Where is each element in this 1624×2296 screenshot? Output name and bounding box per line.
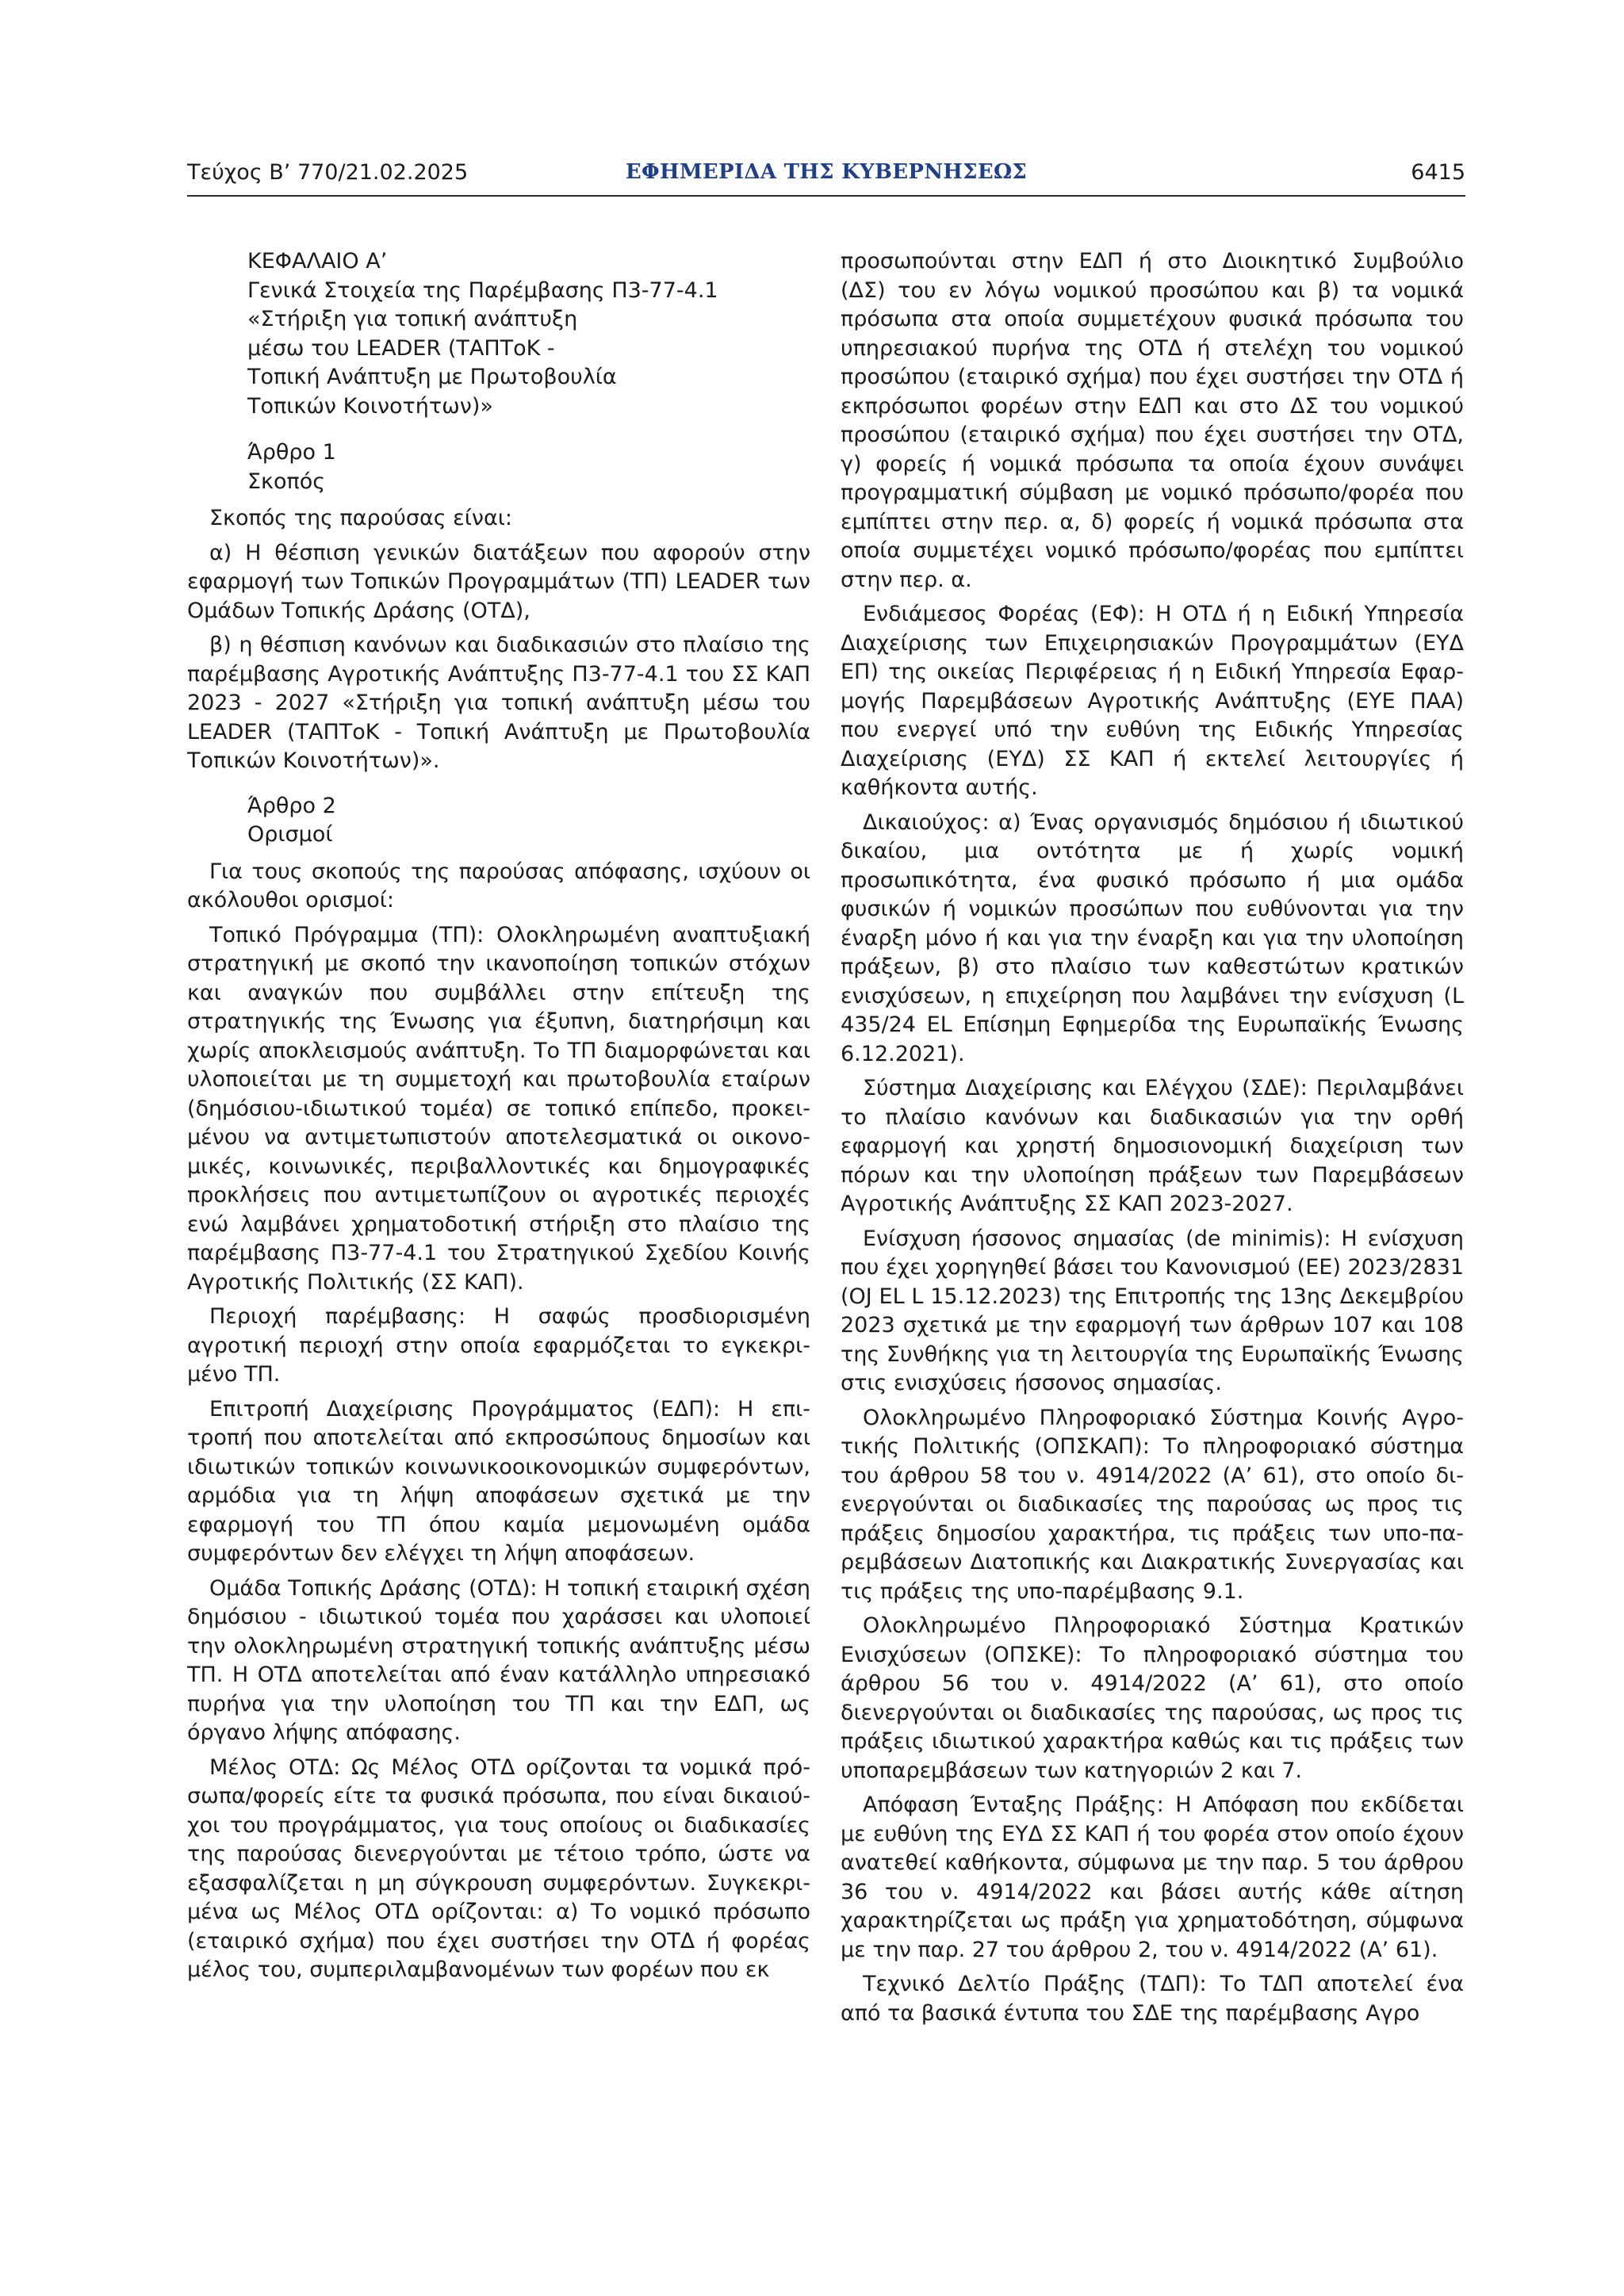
paragraph: Ομάδα Τοπικής Δράσης (ΟΤΔ): Η τοπική εταιρική σχέση δημόσιου - ιδιωτικού τομέα που χαράσσει και υλοποιεί την ολοκληρωμένη στρατηγική τοπικής ανάπτυξης μέσω ΤΠ. Η ΟΤΔ αποτελείται από έναν κατάλληλο υπηρεσιακό πυρήνα για την υλοποίηση του ΤΠ και την ΕΔΠ, ως όργανο λήψης απόφασης. — [187, 1575, 810, 1745]
chapter-line: Τοπική Ανάπτυξη με Πρωτοβουλία — [247, 365, 617, 389]
paragraph: προσωπούνται στην ΕΔΠ ή στο Διοικητικό Συμβούλιο (ΔΣ) του εν λόγω νομικού προσώπου και β) τα νομικά πρόσωπα στα οποία συμμετέχουν φυσικά πρόσωπα του υπηρεσιακού πυρήνα της ΟΤΔ ή στελέχη του νομικού προσώπου (εταιρικό σχήμα) που έχει συστήσει την ΟΤΔ ή εκπρόσωποι φορέων στην ΕΔΠ και στο ΔΣ του νομικού προσώπου (εταιρικό σχήμα) που έχει συστήσει την ΟΤΔ, γ) φορείς ή νομικά πρόσωπα τα οποία έχουν συνάψει προγραμματική σύμβαση με νομικό πρόσωπο/φορέα που εμπίπτει στην περ. α, δ) φορείς ή νομικά πρόσωπα στα οποία συμμετέχει νομικό πρόσωπο/φορέας που εμπίπτει στην περ. α. — [841, 249, 1464, 592]
left-column — [187, 247, 810, 1991]
header-rule — [187, 195, 1465, 197]
running-header — [187, 157, 1465, 193]
chapter-line: Γενικά Στοιχεία της Παρέμβασης Π3-77-4.1 — [247, 277, 718, 303]
paragraph: Ολοκληρωμένο Πληροφοριακό Σύστημα Κοινής Αγροτικής Πολιτικής (ΟΠΣΚΑΠ): Το πληροφοριακό σύστημα του άρθρου 58 του ν. 4914/2022 (Α’ 61), στο οποίο διενεργούνται οι διαδικασίες της παρούσας ως προς τις πράξεις δημοσίου χαρακτήρα, τις πράξεις των υπο-παρεμβάσεων Διατοπικής και Διακρατικής Συνεργασίας και τις πράξεις της υπο-παρέμβασης 9.1. — [841, 1405, 1464, 1604]
paragraph: Τεχνικό Δελτίο Πράξης (ΤΔΠ): Το ΤΔΠ αποτελεί ένα από τα βασικά έντυπα του ΣΔΕ της παρέμβασης Αγρο — [841, 1972, 1464, 2026]
paragraph: Τοπικό Πρόγραμμα (ΤΠ): Ολοκληρωμένη αναπτυξιακή στρατηγική με σκοπό την ικανοποίηση τοπικών στόχων και αναγκών που συμβάλλει στην επίτευξη της στρατηγικής της Ένωσης για έξυπνη, διατηρήσιμη και χωρίς αποκλεισμούς ανάπτυξη. Το ΤΠ διαμορφώνεται και υλοποιείται με τη συμμετοχή και πρωτοβουλία εταίρων (δημόσιου-ιδιωτικού τομέα) σε τοπικό επίπεδο, προκειμένου να αντιμετωπιστούν αποτελεσματικά οι οικονομικές, κοινωνικές, περιβαλλοντικές και δημογραφικές προκλήσεις που αντιμετωπίζουν οι αγροτικές περιοχές ενώ λαμβάνει χρηματοδοτική στήριξη στο πλαίσιο της παρέμβασης Π3-77-4.1 του Στρατηγικού Σχεδίου Κοινής Αγροτικής Πολιτικής (ΣΣ ΚΑΠ). — [187, 922, 810, 1295]
chapter-line: Τοπικών Κοινοτήτων)» — [247, 393, 493, 419]
article-title: Σκοπός — [247, 469, 326, 494]
paragraph: Σκοπός της παρούσας είναι: — [209, 506, 513, 530]
chapter-line: «Στήριξη για τοπική ανάπτυξη — [247, 307, 578, 331]
paragraph: α) Η θέσπιση γενικών διατάξεων που αφορούν στην εφαρμογή των Τοπικών Προγραμμάτων (ΤΠ) LEADER των Ομάδων Τοπικής Δράσης (ΟΤΔ), — [187, 540, 810, 623]
article-title: Ορισμοί — [247, 822, 333, 847]
paragraph: Σύστημα Διαχείρισης και Ελέγχου (ΣΔΕ): Περιλαμβάνει το πλαίσιο κανόνων και διαδικασιών για την ορθή εφαρμογή και χρηστή δημοσιονομική διαχείριση των πόρων και την υλοποίηση πράξεων των Παρεμβάσεων Αγροτικής Ανάπτυξης ΣΣ ΚΑΠ 2023-2027. — [841, 1076, 1464, 1216]
paragraph: Ολοκληρωμένο Πληροφοριακό Σύστημα Κρατικών Ενισχύσεων (ΟΠΣΚΕ): Το πληροφοριακό σύστημα του άρθρου 56 του ν. 4914/2022 (Α’ 61), στο οποίο διενεργούνται οι διαδικασίες της παρούσας, ως προς τις πράξεις ιδιωτικού χαρακτήρα καθώς και τις πράξεις των υποπαρεμβάσεων των κατηγοριών 2 και 7. — [841, 1613, 1464, 1783]
article-number: Άρθρο 2 — [247, 793, 336, 818]
paragraph: Επιτροπή Διαχείρισης Προγράμματος (ΕΔΠ): Η επιτροπή που αποτελείται από εκπροσώπους δημοσίων και ιδιωτικών τοπικών κοινωνικοοικονομικών συμφερόντων, αρμόδια για τη λήψη αποφάσεων σχετικά με την εφαρμογή του ΤΠ όπου καμία μεμονωμένη ομάδα συμφερόντων δεν ελέγχει τη λήψη αποφάσεων. — [187, 1396, 810, 1566]
paragraph: Δικαιούχος: α) Ένας οργανισμός δημόσιου ή ιδιωτικού δικαίου, μια οντότητα με ή χωρίς νομική προσωπικότητα, ένα φυσικό πρόσωπο ή μια ομάδα φυσικών ή νομικών προσώπων που ευθύνονται για την έναρξη μόνο ή και για την έναρξη και για την υλοποίηση πράξεων, β) στο πλαίσιο των καθεστώτων κρατικών ενισχύσεων, η επιχείρηση που λαμβάνει την ενίσχυση (L 435/24 EL Επίσημη Εφημερίδα της Ευρωπαϊκής Ένωσης 6.12.2021). — [841, 809, 1464, 1066]
right-column — [841, 247, 1464, 2034]
chapter-line: ΚΕΦΑΛΑΙΟ Α’ — [247, 249, 388, 274]
paragraph: Απόφαση Ένταξης Πράξης: Η Απόφαση που εκδίδεται με ευθύνη της ΕΥΔ ΣΣ ΚΑΠ ή του φορέα στον οποίο έχουν ανατεθεί καθήκοντα, σύμφωνα με την παρ. 5 του άρθρου 36 του ν. 4914/2022 και βάσει αυτής κάθε αίτηση χαρακτηρίζεται ως πράξη για χρηματοδότηση, σύμφωνα με την παρ. 27 του άρθρου 2, του ν. 4914/2022 (Α’ 61). — [841, 1793, 1464, 1962]
chapter-heading — [187, 247, 810, 421]
article-2-heading — [187, 792, 810, 850]
gazette-title: ΕΦΗΜΕΡΙΔΑ ΤΗΣ ΚΥΒΕΡΝΗΣΕΩΣ — [625, 160, 1028, 184]
paragraph: Ενδιάμεσος Φορέας (ΕΦ): Η ΟΤΔ ή η Ειδική Υπηρεσία Διαχείρισης των Επιχειρησιακών Προγραμμάτων (ΕΥΔ ΕΠ) της οικείας Περιφέρειας ή η Ειδική Υπηρεσία Εφαρμογής Παρεμβάσεων Αγροτικής Ανάπτυξης (ΕΥΕ ΠΑΑ) που ενεργεί υπό την ευθύνη της Ειδικής Υπηρεσίας Διαχείρισης (ΕΥΔ) ΣΣ ΚΑΠ ή εκτελεί λειτουργίες ή καθήκοντα αυτής. — [841, 602, 1464, 800]
paragraph: Για τους σκοπούς της παρούσας απόφασης, ισχύουν οι ακόλουθοι ορισμοί: — [187, 859, 810, 913]
page-number: 6415 — [1411, 160, 1465, 185]
chapter-line: μέσω του LEADER (ΤΑΠΤοΚ - — [247, 335, 555, 361]
paragraph: Περιοχή παρέμβασης: Η σαφώς προσδιορισμένη αγροτική περιοχή στην οποία εφαρμόζεται το εγκεκριμένο ΤΠ. — [187, 1304, 810, 1387]
article-1-heading — [187, 438, 810, 496]
issue-reference: Τεύχος Β’ 770/21.02.2025 — [187, 160, 469, 185]
article-number: Άρθρο 1 — [247, 440, 336, 465]
paragraph: Μέλος ΟΤΔ: Ως Μέλος ΟΤΔ ορίζονται τα νομικά πρόσωπα/φορείς είτε τα φυσικά πρόσωπα, που είναι δικαιούχοι του προγράμματος, για τους οποίους οι διαδικασίες της παρούσας διενεργούνται με τέτοιο τρόπο, ώστε να εξασφαλίζεται η μη σύγκρουση συμφερόντων. Συγκεκριμένα ως Μέλος ΟΤΔ ορίζονται: α) Το νομικό πρόσωπο (εταιρικό σχήμα) που έχει συστήσει την ΟΤΔ ή φορέας μέλος του, συμπεριλαμβανομένων των φορέων που εκ — [187, 1755, 810, 1982]
paragraph: β) η θέσπιση κανόνων και διαδικασιών στο πλαίσιο της παρέμβασης Αγροτικής Ανάπτυξης Π3-77-4.1 του ΣΣ ΚΑΠ 2023 - 2027 «Στήριξη για τοπική ανάπτυξη μέσω του LEADER (ΤΑΠΤοΚ - Τοπική Ανάπτυξη με Πρωτοβουλία Τοπικών Κοινοτήτων)». — [187, 633, 810, 773]
paragraph: Ενίσχυση ήσσονος σημασίας (de minimis): Η ενίσχυση που έχει χορηγηθεί βάσει του Κανονισμού (ΕΕ) 2023/2831 (OJ EL L 15.12.2023) της Επιτροπής της 13ης Δεκεμβρίου 2023 σχετικά με την εφαρμογή των άρθρων 107 και 108 της Συνθήκης για τη λειτουργία της Ευρωπαϊκής Ένωσης στις ενισχύσεις ήσσονος σημασίας. — [841, 1226, 1464, 1395]
